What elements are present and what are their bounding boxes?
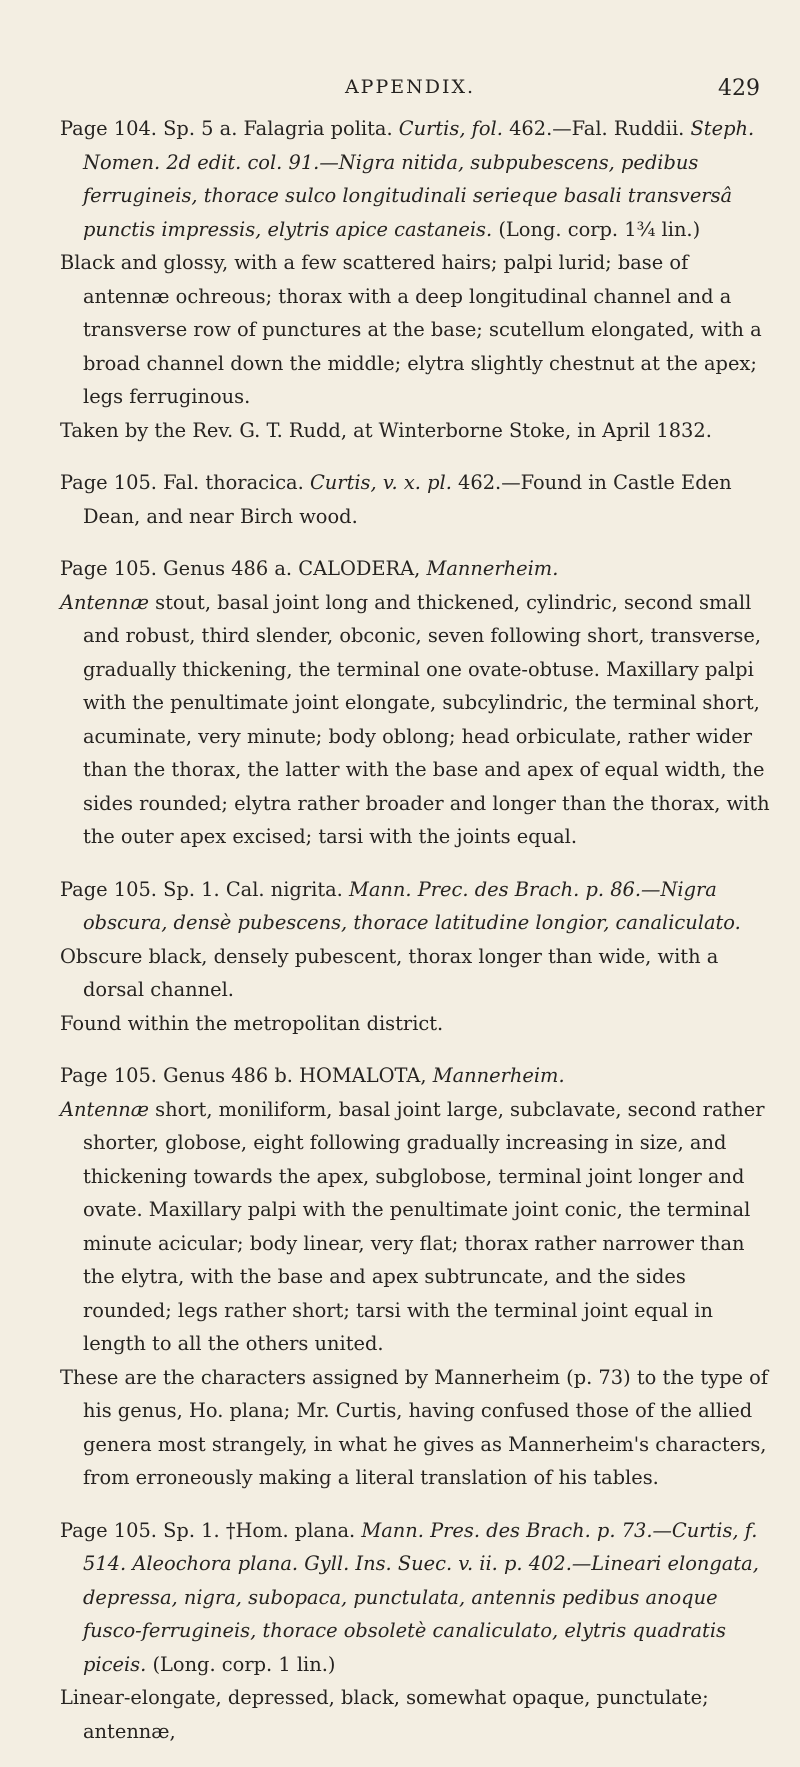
entry-description: Antennæ stout, basal joint long and thickened, cylindric, second small and robust, third slender, obconic, seven following short, transverse, gradually thickening, the terminal one ovate-obtuse. Maxillary palpi with the penultimate joint elongate, subcylindric, the terminal short, acuminate, very minute; body oblong; head orbiculate, rather wider than the thorax, the latter with the base and apex of equal width, the sides rounded; elytra rather broader and longer than the thorax, with the outer apex excised; tarsi with the joints equal. <box>60 590 770 848</box>
entry-fal-thoracica <box>60 466 772 533</box>
entry-description: Black and glossy, with a few scattered hairs; palpi lurid; base of antennæ ochreous; thorax with a deep longitudinal channel and a transverse row of punctures at the base; scutellum elongated, with a broad channel down the middle; elytra slightly chestnut at the apex; legs ferruginous. <box>60 251 762 408</box>
entry-genus-calodera <box>60 552 772 854</box>
entry-hom-plana <box>60 1514 772 1749</box>
page-content <box>60 112 772 1767</box>
entry-description: Antennæ short, moniliform, basal joint large, subclavate, second rather shorter, globose, eight following gradually increasing in size, and thickening towards the apex, subglobose, terminal joint longer and ovate. Maxillary palpi with the penultimate joint conic, the terminal minute acicular; body linear, very flat; thorax rather narrower than the elytra, with the base and apex subtruncate, and the sides rounded; legs rather short; tarsi with the terminal joint equal in length to all the others united. <box>60 1097 765 1355</box>
entry-heading: Page 105. Sp. 1. †Hom. plana. Mann. Pres. des Brach. p. 73.—Curtis, f. 514. Aleochora plana. Gyll. Ins. Suec. v. ii. p. 402.—Lineari elongata, depressa, nigra, subopaca, punctulata, antennis pedibus anoque fusco-ferrugineis, thorace obsoletè canaliculato, elytris quadratis piceis. (Long. corp. 1 lin.) <box>60 1518 759 1676</box>
entry-falagria-polita <box>60 112 772 447</box>
entry-heading: Page 105. Genus 486 b. HOMALOTA, Mannerheim. <box>60 1064 565 1087</box>
running-title: APPENDIX. <box>344 76 476 98</box>
entry-note: Taken by the Rev. G. T. Rudd, at Winterborne Stoke, in April 1832. <box>60 418 712 442</box>
entry-heading: Page 105. Genus 486 a. CALODERA, Mannerheim. <box>60 557 559 580</box>
entry-heading: Page 105. Fal. thoracica. Curtis, v. x. pl. 462.—Found in Castle Eden Dean, and near Birch wood. <box>60 471 732 528</box>
entry-note: Found within the metropolitan district. <box>60 1011 444 1035</box>
entry-description: Obscure black, densely pubescent, thorax longer than wide, with a dorsal channel. <box>60 944 719 1001</box>
entry-heading: Page 105. Sp. 1. Cal. nigrita. Mann. Prec. des Brach. p. 86.—Nigra obscura, densè pubescens, thorace latitudine longior, canaliculato. <box>60 877 741 934</box>
entry-cal-nigrita <box>60 873 772 1041</box>
entry-note: These are the characters assigned by Mannerheim (p. 73) to the type of his genus, Ho. plana; Mr. Curtis, having confused those of the allied genera most strangely, in what he gives as Mannerheim's characters, from erroneously making a literal translation of his tables. <box>60 1365 769 1489</box>
entry-genus-homalota <box>60 1059 772 1495</box>
entry-description: Linear-elongate, depressed, black, somewhat opaque, punctulate; antennæ, <box>60 1686 709 1743</box>
page-header <box>60 76 760 106</box>
page-number: 429 <box>718 76 760 101</box>
entry-heading: Page 104. Sp. 5 a. Falagria polita. Curtis, fol. 462.—Fal. Ruddii. Steph. Nomen. 2d edit. col. 91.—Nigra nitida, subpubescens, pedibus ferrugineis, thorace sulco longitudinali serieque basali transversâ punctis impressis, elytris apice castaneis. (Long. corp. 1¾ lin.) <box>60 117 755 241</box>
